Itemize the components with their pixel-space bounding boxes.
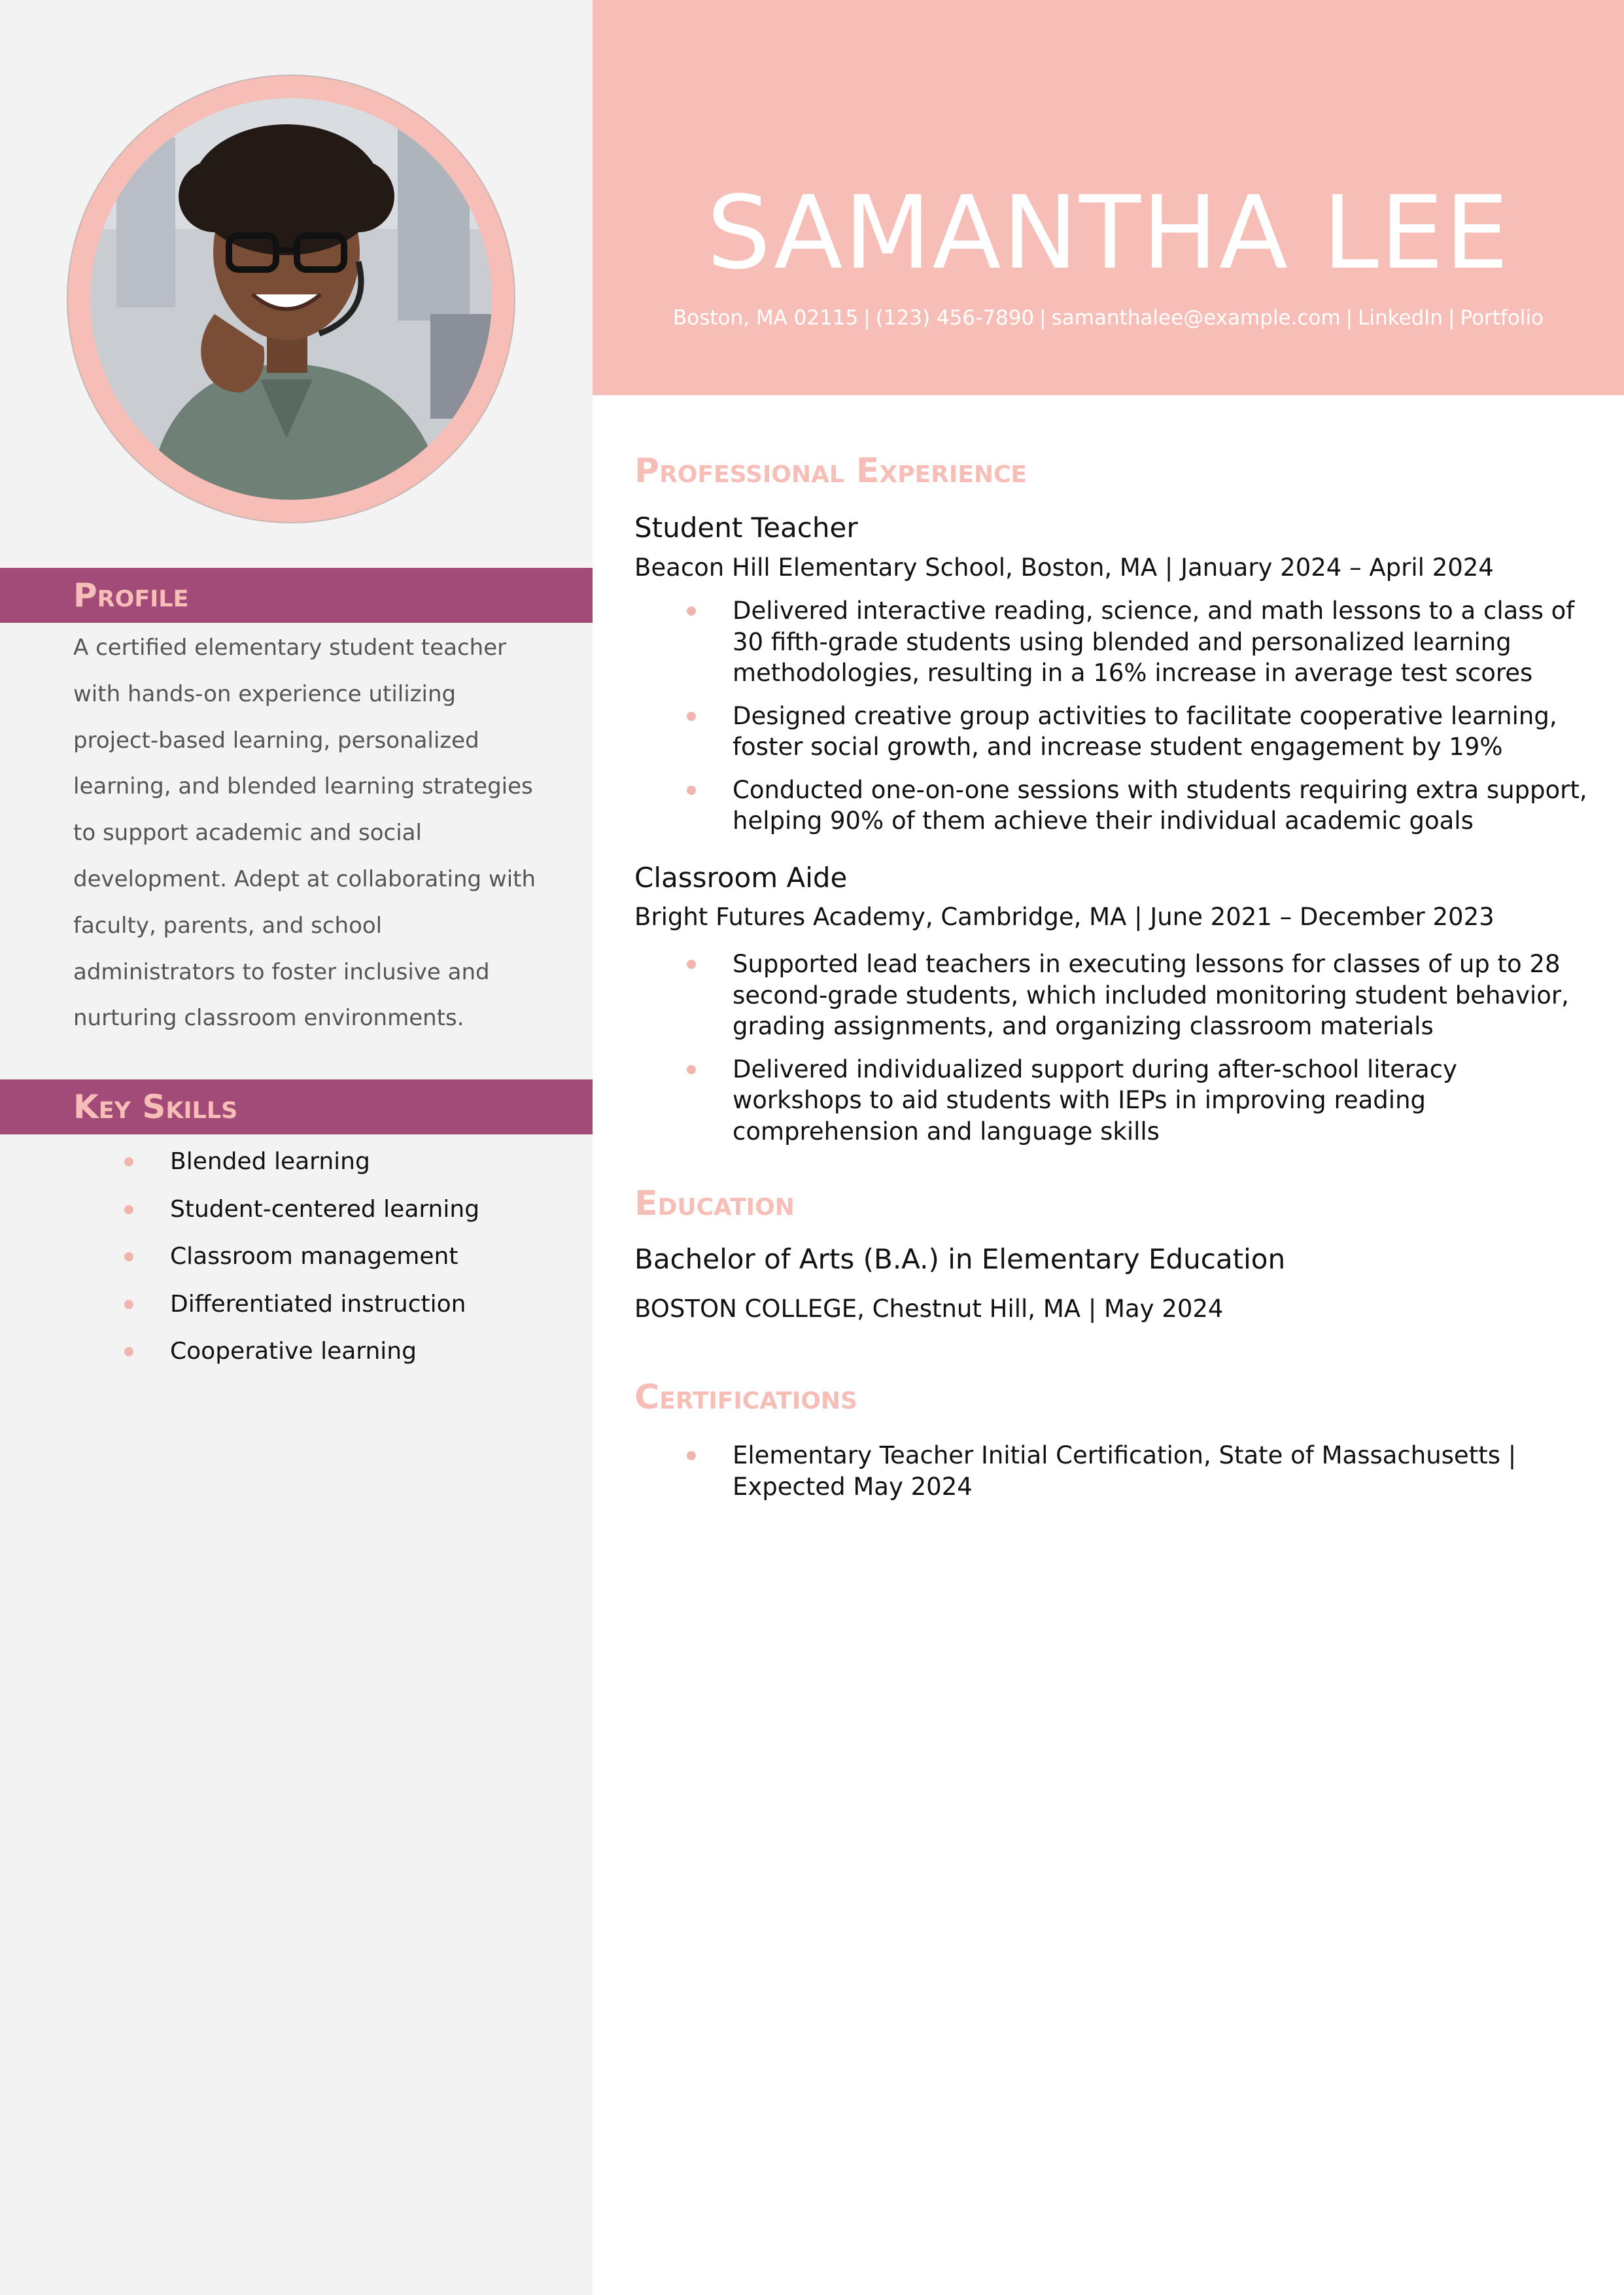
skill-label: Blended learning: [170, 1148, 370, 1175]
skill-item: [73, 1138, 570, 1186]
skill-item: [73, 1328, 570, 1376]
bullet-dot-icon: [687, 606, 696, 616]
job-bullets: [634, 949, 1589, 1159]
bullet-dot-icon: [124, 1252, 133, 1261]
skill-item: [73, 1186, 570, 1234]
job-title: Classroom Aide: [634, 862, 848, 894]
education-heading: Education: [634, 1184, 795, 1223]
resume-header: [593, 0, 1624, 395]
bullet-dot-icon: [687, 712, 696, 721]
contact-phone: (123) 456-7890: [875, 306, 1035, 330]
bullet-dot-icon: [124, 1300, 133, 1309]
skill-item: [73, 1281, 570, 1329]
job-title: Student Teacher: [634, 512, 858, 544]
skill-label: Classroom management: [170, 1243, 458, 1270]
bullet-dot-icon: [124, 1347, 133, 1356]
bullet-dot-icon: [124, 1205, 133, 1214]
certification-text: Elementary Teacher Initial Certification, State of Massachusetts | Expected May 2024: [733, 1441, 1517, 1501]
job-bullets: [634, 595, 1589, 849]
bullet-dot-icon: [124, 1157, 133, 1166]
school: BOSTON COLLEGE, Chestnut Hill, MA | May 2024: [634, 1295, 1224, 1323]
sidebar: [0, 0, 593, 2295]
bullet-text: Delivered individualized support during after-school literacy workshops to aid students with IEPs in improving reading comprehension and language skills: [733, 1055, 1457, 1146]
skill-label: Student-centered learning: [170, 1195, 480, 1223]
bullet-dot-icon: [687, 1451, 696, 1460]
degree: Bachelor of Arts (B.A.) in Elementary Education: [634, 1243, 1286, 1275]
skills-list: [73, 1138, 570, 1376]
skill-label: Differentiated instruction: [170, 1290, 466, 1318]
certification-item: [634, 1440, 1589, 1502]
bullet-text: Delivered interactive reading, science, and math lessons to a class of 30 fifth-grade students using blended and personalized learning methodologies, resulting in a 16% increase in average test scores: [733, 597, 1575, 687]
contact-portfolio-link[interactable]: Portfolio: [1460, 306, 1544, 330]
contact-email[interactable]: samanthalee@example.com: [1051, 306, 1341, 330]
job-bullet: [634, 1054, 1589, 1148]
bullet-text: Conducted one-on-one sessions with students requiring extra support, helping 90% of them achieve their individual academic goals: [733, 775, 1587, 835]
job-meta: Beacon Hill Elementary School, Boston, MA | January 2024 – April 2024: [634, 553, 1494, 582]
contact-linkedin-link[interactable]: LinkedIn: [1358, 306, 1443, 330]
certifications-list: [634, 1440, 1589, 1514]
job-meta: Bright Futures Academy, Cambridge, MA | June 2021 – December 2023: [634, 903, 1494, 931]
experience-heading: Professional Experience: [634, 451, 1027, 491]
certifications-heading: Certifications: [634, 1378, 857, 1417]
bullet-dot-icon: [687, 960, 696, 969]
skill-label: Cooperative learning: [170, 1338, 417, 1365]
bullet-dot-icon: [687, 1065, 696, 1074]
contact-line: Boston, MA 02115 | (123) 456-7890 | samanthalee@example.com | LinkedIn | Portfolio: [672, 306, 1544, 330]
job-bullet: [634, 775, 1589, 837]
bullet-text: Designed creative group activities to facilitate cooperative learning, foster social growth, and increase student engagement by 19%: [733, 701, 1557, 761]
profile-photo: [68, 76, 514, 522]
skill-item: [73, 1233, 570, 1281]
skills-section-header: [0, 1079, 593, 1134]
profile-heading: Profile: [73, 576, 189, 614]
portrait-image: [90, 98, 492, 500]
skills-heading: Key Skills: [73, 1088, 238, 1126]
contact-location: Boston, MA 02115: [672, 306, 859, 330]
bullet-text: Supported lead teachers in executing lessons for classes of up to 28 second-grade students, which included monitoring student behavior, grading assignments, and organizing classroom materials: [733, 950, 1569, 1040]
bullet-dot-icon: [687, 786, 696, 795]
candidate-name: SAMANTHA LEE: [706, 175, 1510, 292]
profile-summary: A certified elementary student teacher with hands-on experience utilizing project-based learning, personalized learning, and blended learning strategies to support academic and social development. Adept at collaborating with faculty, parents, and school administrators to foster inclusive and nurturing classroom environments.: [73, 635, 536, 1032]
job-bullet: [634, 949, 1589, 1042]
profile-section-header: [0, 568, 593, 623]
job-bullet: [634, 701, 1589, 763]
job-bullet: [634, 595, 1589, 689]
